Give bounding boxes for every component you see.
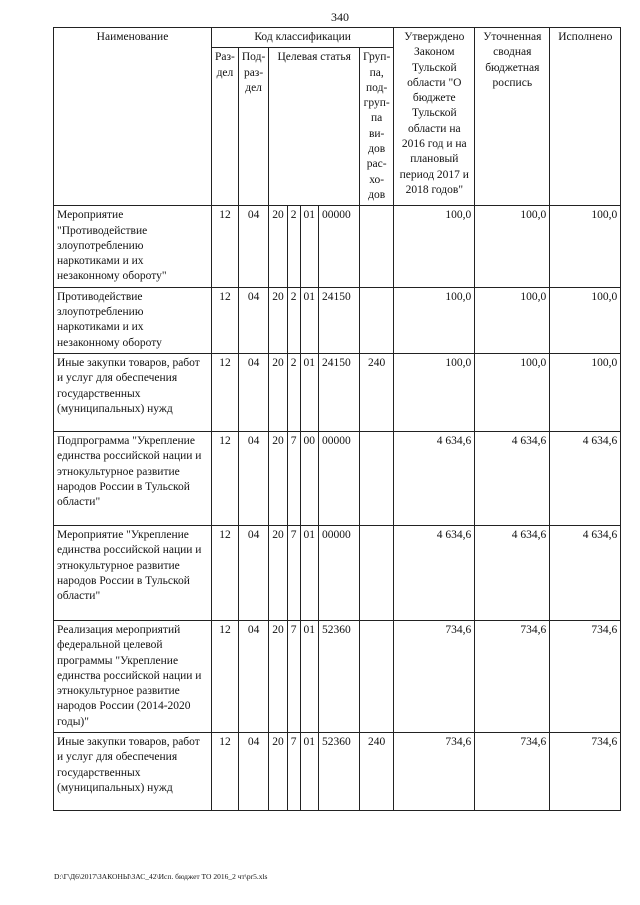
row-section: 12 [212, 733, 239, 811]
row-executed: 4 634,6 [550, 431, 621, 525]
row-target-subprogram: 7 [287, 620, 300, 732]
row-expense-group [360, 431, 394, 525]
row-target-subprogram: 2 [287, 206, 300, 287]
table-row [54, 431, 621, 525]
row-expense-group [360, 206, 394, 287]
row-refined: 4 634,6 [475, 431, 550, 525]
row-target-direction: 24150 [319, 287, 360, 353]
row-expense-group [360, 525, 394, 620]
row-name: Противодействие злоупотреблению наркотиками и их незаконному обороту [54, 287, 212, 353]
row-target-event: 00 [300, 431, 319, 525]
row-section: 12 [212, 620, 239, 732]
row-name: Подпрограмма "Укрепление единства российской нации и этнокультурное развитие народов России в Тульской области" [54, 431, 212, 525]
header-expense-group: Груп- па, под- груп- па ви- дов рас- хо- дов [360, 48, 394, 206]
row-name: Мероприятие "Укрепление единства российской нации и этнокультурное развитие народов России в Тульской области" [54, 525, 212, 620]
header-subsection: Под- раз- дел [238, 48, 268, 206]
row-target-program: 20 [269, 431, 288, 525]
row-executed: 4 634,6 [550, 525, 621, 620]
row-approved: 734,6 [394, 620, 475, 732]
budget-table [53, 27, 621, 811]
row-approved: 4 634,6 [394, 431, 475, 525]
page-number: 340 [331, 10, 349, 24]
row-target-event: 01 [300, 525, 319, 620]
row-target-subprogram: 2 [287, 287, 300, 353]
row-refined: 100,0 [475, 206, 550, 287]
row-name: Иные закупки товаров, работ и услуг для обеспечения государственных (муниципальных) нужд [54, 353, 212, 431]
row-target-subprogram: 2 [287, 353, 300, 431]
row-target-program: 20 [269, 206, 288, 287]
row-section: 12 [212, 287, 239, 353]
row-target-event: 01 [300, 287, 319, 353]
row-approved: 100,0 [394, 206, 475, 287]
row-subsection: 04 [238, 525, 268, 620]
row-target-subprogram: 7 [287, 431, 300, 525]
row-expense-group [360, 620, 394, 732]
row-target-event: 01 [300, 620, 319, 732]
header-name: Наименование [54, 28, 212, 206]
row-refined: 734,6 [475, 733, 550, 811]
row-target-direction: 52360 [319, 620, 360, 732]
row-approved: 734,6 [394, 733, 475, 811]
row-target-event: 01 [300, 733, 319, 811]
row-section: 12 [212, 525, 239, 620]
row-expense-group: 240 [360, 733, 394, 811]
row-section: 12 [212, 353, 239, 431]
header-refined: Уточненная сводная бюджетная роспись [475, 28, 550, 206]
row-subsection: 04 [238, 287, 268, 353]
row-executed: 734,6 [550, 733, 621, 811]
table-row [54, 525, 621, 620]
row-subsection: 04 [238, 353, 268, 431]
header-code-group: Код классификации [212, 28, 394, 48]
row-target-subprogram: 7 [287, 733, 300, 811]
row-executed: 100,0 [550, 353, 621, 431]
row-approved: 4 634,6 [394, 525, 475, 620]
row-section: 12 [212, 206, 239, 287]
table-row [54, 206, 621, 287]
row-subsection: 04 [238, 206, 268, 287]
row-refined: 734,6 [475, 620, 550, 732]
row-refined: 100,0 [475, 353, 550, 431]
table-row [54, 287, 621, 353]
header-section: Раз- дел [212, 48, 239, 206]
header-target-article: Целевая статья [269, 48, 360, 206]
row-target-program: 20 [269, 525, 288, 620]
row-target-direction: 24150 [319, 353, 360, 431]
row-name: Иные закупки товаров, работ и услуг для обеспечения государственных (муниципальных) нужд [54, 733, 212, 811]
row-target-subprogram: 7 [287, 525, 300, 620]
row-target-event: 01 [300, 353, 319, 431]
row-target-event: 01 [300, 206, 319, 287]
header-executed: Исполнено [550, 28, 621, 206]
row-target-program: 20 [269, 353, 288, 431]
table-row [54, 353, 621, 431]
row-name: Мероприятие "Противодействие злоупотреблению наркотиками и их незаконному обороту" [54, 206, 212, 287]
row-section: 12 [212, 431, 239, 525]
table-row [54, 620, 621, 732]
footer-file-path: D:\Г\Д6\2017\ЗАКОНЫ\ЗАС_42\Исп. бюджет ТО 2016_2 чт\pr5.xls [54, 872, 268, 881]
row-target-program: 20 [269, 733, 288, 811]
row-target-direction: 00000 [319, 206, 360, 287]
row-approved: 100,0 [394, 353, 475, 431]
row-executed: 734,6 [550, 620, 621, 732]
row-refined: 100,0 [475, 287, 550, 353]
row-expense-group [360, 287, 394, 353]
row-expense-group: 240 [360, 353, 394, 431]
row-target-direction: 00000 [319, 525, 360, 620]
row-name: Реализация мероприятий федеральной целевой программы "Укрепление единства российской нации и этнокультурное развитие народов России (2014-2020 годы)" [54, 620, 212, 732]
header-approved: Утверждено Законом Тульской области "О бюджете Тульской области на 2016 год и на плановый период 2017 и 2018 годов" [394, 28, 475, 206]
row-executed: 100,0 [550, 206, 621, 287]
row-refined: 4 634,6 [475, 525, 550, 620]
row-target-program: 20 [269, 620, 288, 732]
row-subsection: 04 [238, 431, 268, 525]
row-executed: 100,0 [550, 287, 621, 353]
table-row [54, 733, 621, 811]
row-subsection: 04 [238, 620, 268, 732]
row-target-direction: 00000 [319, 431, 360, 525]
header-row-top [54, 28, 621, 48]
row-target-program: 20 [269, 287, 288, 353]
row-subsection: 04 [238, 733, 268, 811]
row-approved: 100,0 [394, 287, 475, 353]
row-target-direction: 52360 [319, 733, 360, 811]
